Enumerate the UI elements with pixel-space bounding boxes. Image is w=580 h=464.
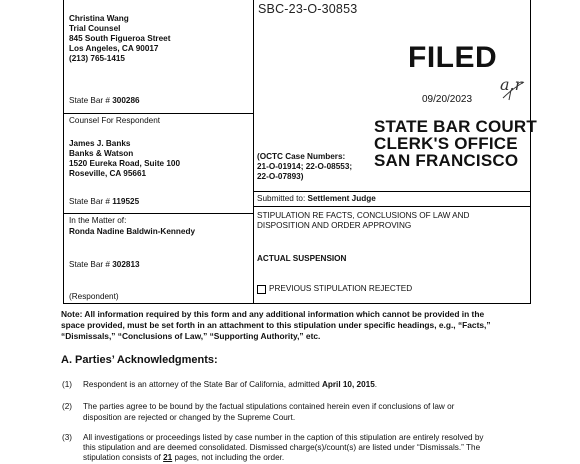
item-3-line1: All investigations or proceedings listed by case number in the caption of this stipulation are entirely resolved by <box>83 433 484 442</box>
item-1-text <box>83 380 377 391</box>
grid-right-border <box>530 0 531 304</box>
filed-stamp: FILED <box>408 41 498 74</box>
page-count: 21 <box>163 453 173 462</box>
grid-row1-bottom <box>63 113 253 114</box>
respondent-counsel-address2: Roseville, CA 95661 <box>69 169 147 178</box>
item-3-line3-post: pages, not including the order. <box>172 453 285 462</box>
section-a-heading: A. Parties’ Acknowledgments: <box>61 354 218 366</box>
admission-date: April 10, 2015 <box>321 380 375 389</box>
bar-label: State Bar # <box>69 96 113 105</box>
item-3-line3-pre: stipulation consists of <box>83 453 164 462</box>
submitted-to <box>257 194 376 204</box>
trial-counsel-phone: (213) 765-1415 <box>69 54 125 63</box>
bar-number: 119525 <box>112 197 140 206</box>
submitted-label: Submitted to: <box>257 194 308 203</box>
grid-middle-border <box>253 0 254 304</box>
court-line2: CLERK'S OFFICE <box>374 134 518 153</box>
grid-row2-bottom <box>63 213 253 214</box>
trial-counsel-address1: 845 South Figueroa Street <box>69 34 171 43</box>
bar-label: State Bar # <box>69 197 113 206</box>
grid-submitted-bottom <box>253 206 530 207</box>
note-line3: “Dismissals,” “Conclusions of Law,” “Supporting Authority,” etc. <box>61 331 321 341</box>
respondent-bar <box>69 260 140 270</box>
respondent-counsel-firm: Banks & Watson <box>69 149 134 158</box>
respondent-counsel-address1: 1520 Eureka Road, Suite 100 <box>69 159 181 168</box>
clerk-initials-text: a.r <box>500 75 523 94</box>
grid-bottom-border <box>63 303 531 304</box>
respondent-name: Ronda Nadine Baldwin-Kennedy <box>69 227 196 236</box>
octc-line3: 22-O-07893) <box>257 172 304 181</box>
previous-stipulation-label: PREVIOUS STIPULATION REJECTED <box>269 284 413 293</box>
item-2-line1: The parties agree to be bound by the factual stipulations contained herein even if conclusions of law or <box>83 402 455 411</box>
item-2-number: (2) <box>62 402 73 411</box>
octc-line2: 21-O-01914; 22-O-08553; <box>257 162 353 171</box>
initials-underline-icon <box>497 80 527 102</box>
respondent-counsel-bar <box>69 197 139 207</box>
matter-heading: In the Matter of: <box>69 216 127 225</box>
respondent-counsel-name: James J. Banks <box>69 139 131 148</box>
trial-counsel-title: Trial Counsel <box>69 24 121 33</box>
respondent-counsel-heading: Counsel For Respondent <box>69 116 161 125</box>
stipulation-title-line1: STIPULATION RE FACTS, CONCLUSIONS OF LAW AND <box>257 211 470 220</box>
stipulation-type: ACTUAL SUSPENSION <box>257 254 347 263</box>
item-1-number: (1) <box>62 380 73 389</box>
trial-counsel-address2: Los Angeles, CA 90017 <box>69 44 159 53</box>
previous-stipulation-checkbox[interactable] <box>257 285 266 294</box>
bar-number: 300286 <box>112 96 140 105</box>
grid-octc-bottom <box>253 191 530 192</box>
item-1-text-post: . <box>374 380 378 389</box>
item-3-line3 <box>83 453 284 464</box>
submitted-value: Settlement Judge <box>307 194 376 203</box>
bar-label: State Bar # <box>69 260 113 269</box>
court-line3: SAN FRANCISCO <box>374 151 519 170</box>
item-3-line2: this stipulation and are deemed consolidated. Dismissed charge(s)/count(s) are listed under “Dismissals.” The <box>83 443 481 452</box>
trial-counsel-name: Christina Wang <box>69 14 129 23</box>
item-2-line2: disposition are rejected or changed by the Supreme Court. <box>83 413 296 422</box>
respondent-role: (Respondent) <box>69 292 119 301</box>
filed-date: 09/20/2023 <box>422 94 473 105</box>
trial-counsel-bar <box>69 96 140 106</box>
note-line2: space provided, must be set forth in an attachment to this stipulation under specific headings, e.g., “Facts,” <box>61 320 491 330</box>
case-number: SBC-23-O-30853 <box>258 2 358 16</box>
item-1-text-pre: Respondent is an attorney of the State Bar of California, admitted <box>83 380 322 389</box>
item-3-number: (3) <box>62 433 73 442</box>
octc-line1: (OCTC Case Numbers: <box>257 152 346 161</box>
bar-number: 302813 <box>112 260 140 269</box>
note-line1: Note: All information required by this form and any additional information which cannot be provided in the <box>61 309 485 319</box>
grid-left-border <box>63 0 64 304</box>
stipulation-title-line2: DISPOSITION AND ORDER APPROVING <box>257 221 412 230</box>
court-line1: STATE BAR COURT <box>374 117 537 136</box>
